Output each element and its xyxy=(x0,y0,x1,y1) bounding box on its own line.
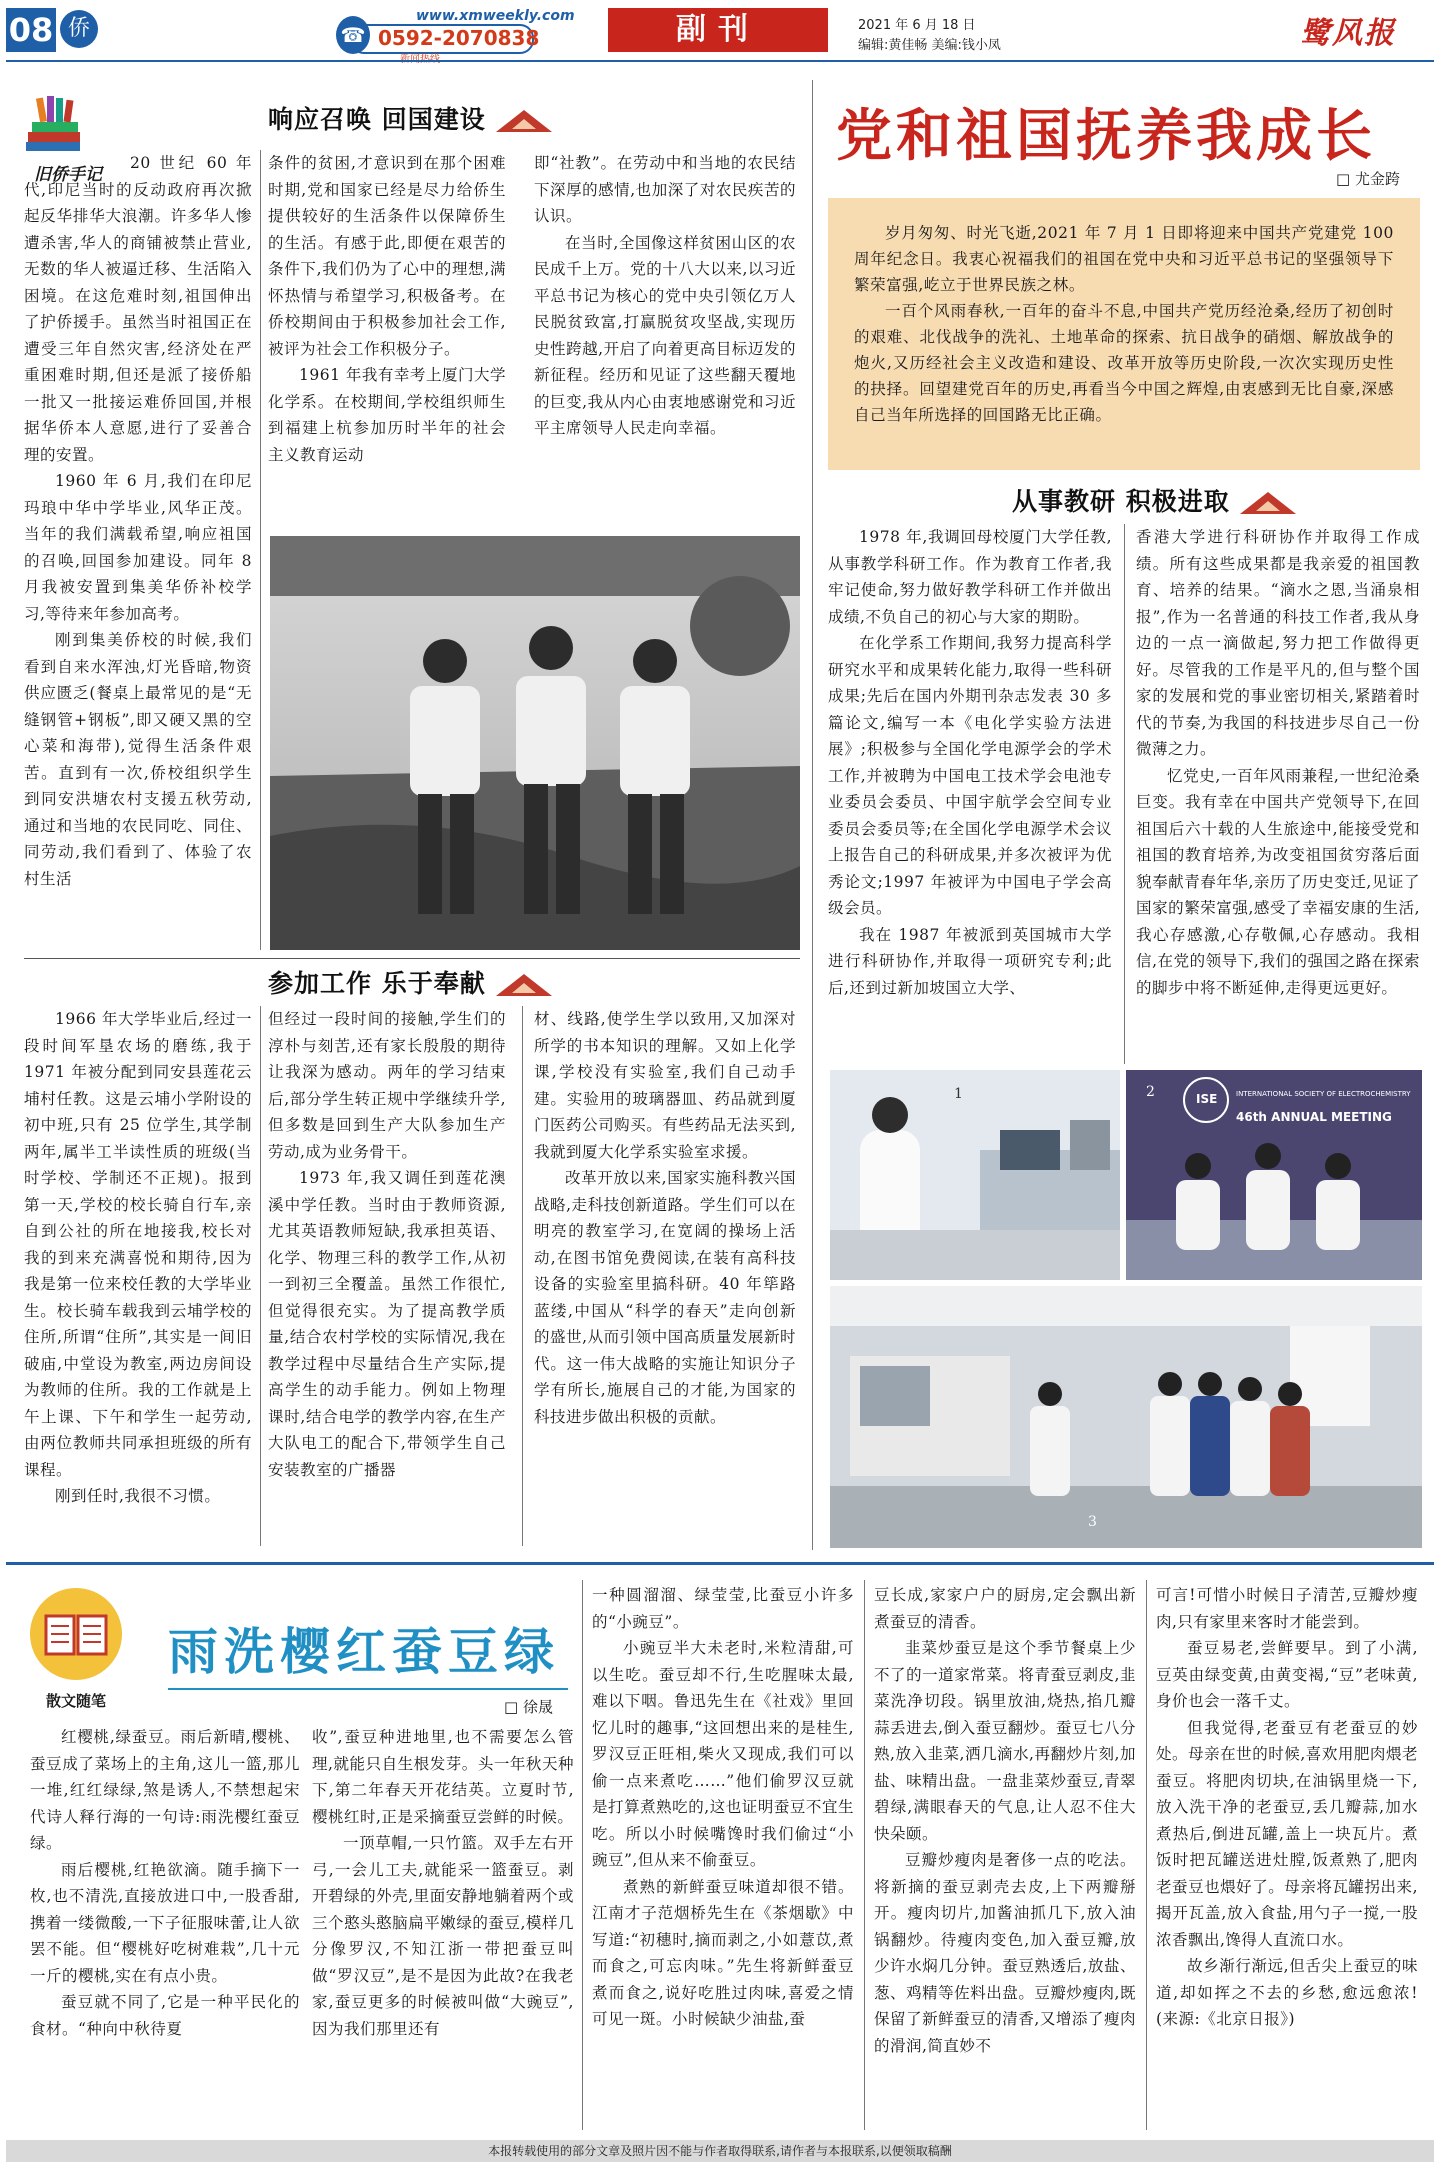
body-column xyxy=(24,1006,252,1510)
triangle-icon xyxy=(496,110,552,132)
paragraph: 1960 年 6 月,我们在印尼玛琅中华中学毕业,风华正茂。当年的我们满载希望,响应祖国的召唤,回国参加建设。同年 8 月我被安置到集美华侨补校学习,等待来年参加高考。 xyxy=(24,472,252,623)
essay-column xyxy=(874,1582,1136,2059)
essay-column xyxy=(312,1724,574,2042)
essay-title: 雨洗樱红蚕豆绿 xyxy=(168,1622,560,1681)
body-column xyxy=(534,1006,796,1430)
paragraph: 小豌豆半大未老时,米粒清甜,可以生吃。蚕豆却不行,生吃腥味太最,难以下咽。鲁迅先生在《社戏》里回忆儿时的趣事,“这回想出来的是桂生,罗汉豆正旺相,柴火又现成,我们可以偷一点来煮吃……”他们偷罗汉豆就是打算煮熟吃的,这也证明蚕豆不宜生吃。所以小时候嘴馋时我们偷过“小豌豆”,但从来不偷蚕豆。 xyxy=(592,1639,854,1869)
essay-author: □ 徐晟 xyxy=(504,1698,553,1716)
paragraph: 但经过一段时间的接触,学生们的淳朴与刻苦,还有家长殷殷的期待让我深为感动。两年的学习结束后,部分学生转正规中学继续升学,但多数是回到生产大队参加生产劳动,成为业务骨干。 xyxy=(268,1010,506,1161)
paragraph: 但我觉得,老蚕豆有老蚕豆的妙处。母亲在世的时候,喜欢用肥肉煨老蚕豆。将肥肉切块,在油锅里烧一下,放入洗干净的老蚕豆,丢几瓣蒜,加水煮热后,倒进瓦罐,盖上一块瓦片。煮饭时把瓦罐送进灶膛,饭煮熟了,肥肉老蚕豆也煨好了。母亲将瓦罐拐出来,揭开瓦盖,放入食盐,用勺子一搅,一股浓香飘出,馋得人直流口水。 xyxy=(1156,1718,1418,1949)
paragraph: 雨后樱桃,红艳欲滴。随手摘下一枚,也不清洗,直接放进口中,一股香甜,携着一缕微酸,一下子征服味蕾,让人欲罢不能。但“樱桃好吃树难栽”,几十元一斤的樱桃,实在有点小贵。 xyxy=(30,1860,300,1985)
books-icon xyxy=(24,92,84,154)
intro-box xyxy=(828,198,1420,470)
copyright-notice: 本报转载使用的部分文章及照片因不能与作者取得联系,请作者与本报联系,以便领取稿酬 xyxy=(488,2144,952,2158)
photo-conference xyxy=(1126,1070,1422,1280)
section-name: 副刊 xyxy=(608,8,828,52)
photo-lab-visit xyxy=(830,1286,1422,1548)
section-title-text: 响应召唤 回国建设 xyxy=(268,105,486,134)
paragraph: 可言!可惜小时候日子清苦,豆瓣炒瘦肉,只有家里来客时才能尝到。 xyxy=(1156,1586,1418,1631)
paragraph: 在当时,全国像这样贫困山区的农民成千上万。党的十八大以来,以习近平总书记为核心的党中央引领亿万人民脱贫致富,打赢脱贫攻坚战,实现历史性跨越,开启了向着更高目标迈发的新征程。经历和见证了这些翻天覆地的巨变,我从内心由衷地感谢党和习近平主席领导人民走向幸福。 xyxy=(534,233,796,437)
body-column xyxy=(828,524,1112,1001)
hotline-number: 0592-2070838 xyxy=(378,26,540,50)
intro-paragraph: 一百个风雨春秋,一百年的奋斗不息,中国共产党历经沧桑,经历了初创时的艰难、北伐战争的洗礼、土地革命的探索、抗日战争的硝烟、解放战争的炮火,又历经社会主义改造和建设、改革开放等历史阶段,一次次实现历史性的抉择。回望建党百年的历史,再看当今中国之辉煌,由衷感到无比自豪,深感自己当年所选择的回国路无比正确。 xyxy=(854,302,1394,424)
column-divider xyxy=(864,1580,865,2130)
photo-number: 2 xyxy=(1146,1084,1155,1100)
page-header xyxy=(0,0,1441,65)
paragraph: 红樱桃,绿蚕豆。雨后新晴,樱桃、蚕豆成了菜场上的主角,这儿一篮,那儿一堆,红红绿绿,煞是诱人,不禁想起宋代诗人释行海的一句诗:雨洗樱红蚕豆绿。 xyxy=(30,1728,300,1852)
page-number: 08 xyxy=(6,8,56,52)
triangle-icon xyxy=(496,974,552,996)
paragraph: 1978 年,我调回母校厦门大学任教,从事教学科研工作。作为教育工作者,我牢记使命,努力做好教学科研工作并做出成绩,不负自己的初心与大家的期盼。 xyxy=(828,528,1112,626)
column-divider xyxy=(260,150,261,950)
column-divider xyxy=(1146,1580,1147,2130)
paragraph: 一种圆溜溜、绿莹莹,比蚕豆小许多的“小豌豆”。 xyxy=(592,1586,854,1631)
editors-credit: 编辑:黄佳畅 美编:钱小凤 xyxy=(858,38,1001,53)
section-title-text: 从事教研 积极进取 xyxy=(1012,487,1230,516)
paragraph: 豆瓣炒瘦肉是奢侈一点的吃法。将新摘的蚕豆剥壳去皮,上下两瓣掰开。瘦肉切片,加酱油抓几下,放入油锅翻炒。待瘦肉变色,加入蚕豆瓣,放少许水焖几分钟。蚕豆熟透后,放盐、葱、鸡精等佐料出盘。豆瓣炒瘦肉,既保留了新鲜蚕豆的清香,又增添了瘦肉的滑润,简直妙不 xyxy=(874,1851,1136,2055)
conference-banner: 46th ANNUAL MEETING xyxy=(1236,1110,1392,1124)
section-title xyxy=(268,100,552,136)
paragraph: 豆长成,家家户户的厨房,定会飘出新煮蚕豆的清香。 xyxy=(874,1586,1136,1631)
article-title: 党和祖国抚养我成长 xyxy=(836,103,1376,169)
paragraph: 韭菜炒蚕豆是这个季节餐桌上少不了的一道家常菜。将青蚕豆剥皮,韭菜洗净切段。锅里放油,烧热,掐几瓣蒜丢进去,倒入蚕豆翻炒。蚕豆七八分熟,放入韭菜,洒几滴水,再翻炒片刻,加盐、味精出盘。一盘韭菜炒蚕豆,青翠碧绿,满眼春天的气息,让人忍不住大快朵颐。 xyxy=(874,1639,1136,1843)
column-divider xyxy=(812,80,813,1550)
article-author: □ 尤金跨 xyxy=(1336,170,1400,188)
paragraph: 条件的贫困,才意识到在那个困难时期,党和国家已经是尽力给侨生提供较好的生活条件以保障侨生的生活。有感于此,即便在艰苦的条件下,我们仍为了心中的理想,满怀热情与希望学习,积极备考。在侨校期间由于积极参加社会工作,被评为社会工作积极分子。 xyxy=(268,154,506,358)
photo-number: 3 xyxy=(1088,1514,1097,1530)
hotline-label: 新闻热线 xyxy=(400,54,440,65)
issue-date: 2021 年 6 月 18 日 xyxy=(858,18,976,33)
paragraph: 忆党史,一百年风雨兼程,一世纪沧桑巨变。我有幸在中国共产党领导下,在回祖国后六十载的人生旅途中,能接受党和祖国的教育培养,为改变祖国贫穷落后面貌奉献青春年华,亲历了历史变迁,见证了国家的繁荣富强,感受了幸福安康的生活,我心存感激,心存敬佩,心存感动。我相信,在党的领导下,我们的强国之路在探索的脚步中将不断延伸,走得更远更好。 xyxy=(1136,766,1420,997)
paragraph: 改革开放以来,国家实施科教兴国战略,走科技创新道路。学生们可以在明亮的教室学习,在宽阔的操场上活动,在图书馆免费阅读,在装有高科技设备的实验室里搞科研。40 年筚路蓝缕,中国从“科学的春天”走向创新的盛世,从而引领中国高质量发展新时代。这一伟大战略的实施让知识分子学有所长,施展自己的才能,为国家的科技进步做出积极的贡献。 xyxy=(534,1169,796,1426)
paragraph: 刚到任时,我很不习惯。 xyxy=(55,1487,221,1505)
page-badge: 侨 xyxy=(60,10,98,48)
website-url[interactable]: www.xmweekly.com xyxy=(416,8,575,24)
section-title xyxy=(1012,482,1296,518)
essay-column xyxy=(30,1724,300,2042)
paragraph: 一顶草帽,一只竹篮。双手左右开弓,一会儿工夫,就能采一篮蚕豆。剥开碧绿的外壳,里面安静地躺着两个或三个憨头憨脑扁平嫩绿的蚕豆,模样几分像罗汉,不知江浙一带把蚕豆叫做“罗汉豆”,是不是因为此故?在我老家,蚕豆更多的时候被叫做“大豌豆”,因为我们那里还有 xyxy=(312,1834,574,2038)
column-divider xyxy=(260,1006,261,1546)
paragraph: 煮熟的新鲜蚕豆味道却很不错。江南才子范烟桥先生在《茶烟歇》中写道:“初穗时,摘而剥之,小如薏苡,煮而食之,可忘肉味。”先生将新鲜蚕豆煮而食之,说好吃胜过肉味,喜爱之情可见一斑。小时候缺少油盐,蚕 xyxy=(592,1877,854,2028)
photo-three-students xyxy=(270,536,800,950)
body-column xyxy=(1136,524,1420,1001)
section-title xyxy=(268,964,552,1000)
phone-icon: ☎ xyxy=(336,16,370,54)
column-divider xyxy=(582,1580,583,2130)
paragraph: 即“社教”。在劳动中和当地的农民结下深厚的感情,也加深了对农民疾苦的认识。 xyxy=(534,154,796,225)
column-label-old-overseas: 旧侨手记 xyxy=(34,165,102,185)
paper-name: 鹭风报 xyxy=(1300,16,1396,51)
paragraph: 我在 1987 年被派到英国城市大学进行科研协作,并取得一项研究专利;此后,还到过新加坡国立大学、 xyxy=(828,925,1112,997)
paragraph: 刚到集美侨校的时候,我们看到自来水浑浊,灯光昏暗,物资供应匮乏(餐桌上最常见的是“无缝钢管+钢板”,即又硬又黑的空心菜和海带),觉得生活条件艰苦。直到有一次,侨校组织学生到同安洪塘农村支援五秋劳动,通过和当地的农民同吃、同住、同劳动,我们看到了、体验了农村生活 xyxy=(24,631,252,888)
triangle-icon xyxy=(1240,492,1296,514)
conference-banner: INTERNATIONAL SOCIETY OF ELECTROCHEMISTRY xyxy=(1236,1090,1411,1098)
section-title-text: 参加工作 乐于奉献 xyxy=(268,969,486,998)
intro-paragraph: 岁月匆匆、时光飞逝,2021 年 7 月 1 日即将迎来中国共产党建党 100 周年纪念日。我衷心祝福我们的祖国在党中央和习近平总书记的坚强领导下繁荣富强,屹立于世界民族之林。 xyxy=(854,224,1394,294)
column-divider xyxy=(1124,524,1125,1064)
paragraph: 蚕豆易老,尝鲜要早。到了小满,豆英由绿变黄,由黄变褐,“豆”老味黄,身价也会一落千丈。 xyxy=(1156,1639,1418,1710)
paragraph: 1966 年大学毕业后,经过一段时间军垦农场的磨练,我于 1971 年被分配到同安县莲花云埔村任教。这是云埔小学附设的初中班,只有 25 位学生,其学制两年,属半工半读性质的班级(当时学校、学制还不正规)。报到第一天,学校的校长骑自行车,亲自到公社的所在地接我,校长对我的到来充满喜悦和期待,因为我是第一位来校任教的大学毕业生。校长骑车载我到云埔学校的住所,所谓“住所”,其实是一间旧破庙,中堂设为教室,两边房间设为教师的住所。我的工作就是上午上课、下午和学生一起劳动,由两位教师共同承担班级的所有课程。 xyxy=(24,1010,252,1479)
paragraph: 20 世纪 60 年代,印尼当时的反动政府再次掀起反华排华大浪潮。许多华人惨遭杀害,华人的商铺被禁止营业,无数的华人被逼迁移、生活陷入困境。在这危难时刻,祖国伸出了护侨援手。虽然当时祖国正在遭受三年自然灾害,经济处在严重困难时期,但还是派了接侨船一批又一批接运难侨回国,并根据华侨本人意愿,进行了妥善合理的安置。 xyxy=(24,154,252,464)
column-divider xyxy=(522,1006,523,1546)
paragraph: 在化学系工作期间,我努力提高科学研究水平和成果转化能力,取得一些科研成果;先后在国内外期刊杂志发表 30 多篇论文,编写一本《电化学实验方法进展》;积极参与全国化学电源学会的学术工作,并被聘为中国电工技术学会电池专业委员会委员、中国宇航学会空间专业委员会委员等;在全国化学电源学术会议上报告自己的科研成果,并多次被评为优秀论文;1997 年被评为中国电子学会高级会员。 xyxy=(828,634,1112,917)
paragraph: 故乡渐行渐远,但舌尖上蚕豆的味道,却如挥之不去的乡愁,愈远愈浓!(来源:《北京日报》) xyxy=(1156,1957,1418,2028)
paragraph: 1961 年我有幸考上厦门大学化学系。在校期间,学校组织师生到福建上杭参加历时半年的社会主义教育运动 xyxy=(268,366,506,464)
essay-column xyxy=(592,1582,854,2033)
paragraph: 材、线路,使学生学以致用,又加深对所学的书本知识的理解。又如上化学课,学校没有实验室,我们自己动手建。实验用的玻璃器皿、药品就到厦门医药公司购买。有些药品无法买到,我就到厦大化学系实验室求援。 xyxy=(534,1010,796,1161)
body-column xyxy=(268,1006,506,1483)
paragraph: 蚕豆就不同了,它是一种平民化的食材。“种向中秋待夏 xyxy=(30,1993,300,2038)
section-rule xyxy=(24,958,800,959)
conference-logo: ISE xyxy=(1196,1092,1218,1106)
paragraph: 1973 年,我又调任到莲花澳溪中学任教。当时由于教师资源,尤其英语教师短缺,我承担英语、化学、物理三科的教学工作,从初一到初三全覆盖。虽然工作很忙,但觉得很充实。为了提高教学质量,结合农村学校的实际情况,我在教学过程中尽量结合生产实际,提高学生的动手能力。例如上物理课时,结合电学的教学内容,在生产大队电工的配合下,带领学生自己安装教室的广播器 xyxy=(268,1169,506,1479)
essay-column xyxy=(1156,1582,1418,2033)
photo-number: 1 xyxy=(954,1086,963,1102)
title-underline xyxy=(168,1688,568,1690)
body-column xyxy=(268,150,506,468)
header-rule xyxy=(6,60,1434,62)
paragraph: 香港大学进行科研协作并取得工作成绩。所有这些成果都是我亲爱的祖国教育、培养的结果。“滴水之恩,当涌泉相报”,作为一名普通的科技工作者,我从身边的一点一滴做起,努力把工作做得更好。尽管我的工作是平凡的,但与整个国家的发展和党的事业密切相关,紧踏着时代的节奏,为我国的科技进步尽自己一份微薄之力。 xyxy=(1136,528,1420,758)
photo-lab-work xyxy=(830,1070,1120,1280)
body-column xyxy=(534,150,796,442)
paragraph: 收”,蚕豆种进地里,也不需要怎么管理,就能只自生根发芽。头一年秋天种下,第二年春天开花结英。立夏时节,樱桃红时,正是采摘蚕豆尝鲜的时候。 xyxy=(312,1728,574,1826)
body-column xyxy=(24,150,252,892)
open-book-icon xyxy=(30,1588,122,1680)
column-label-essay: 散文随笔 xyxy=(46,1692,107,1710)
